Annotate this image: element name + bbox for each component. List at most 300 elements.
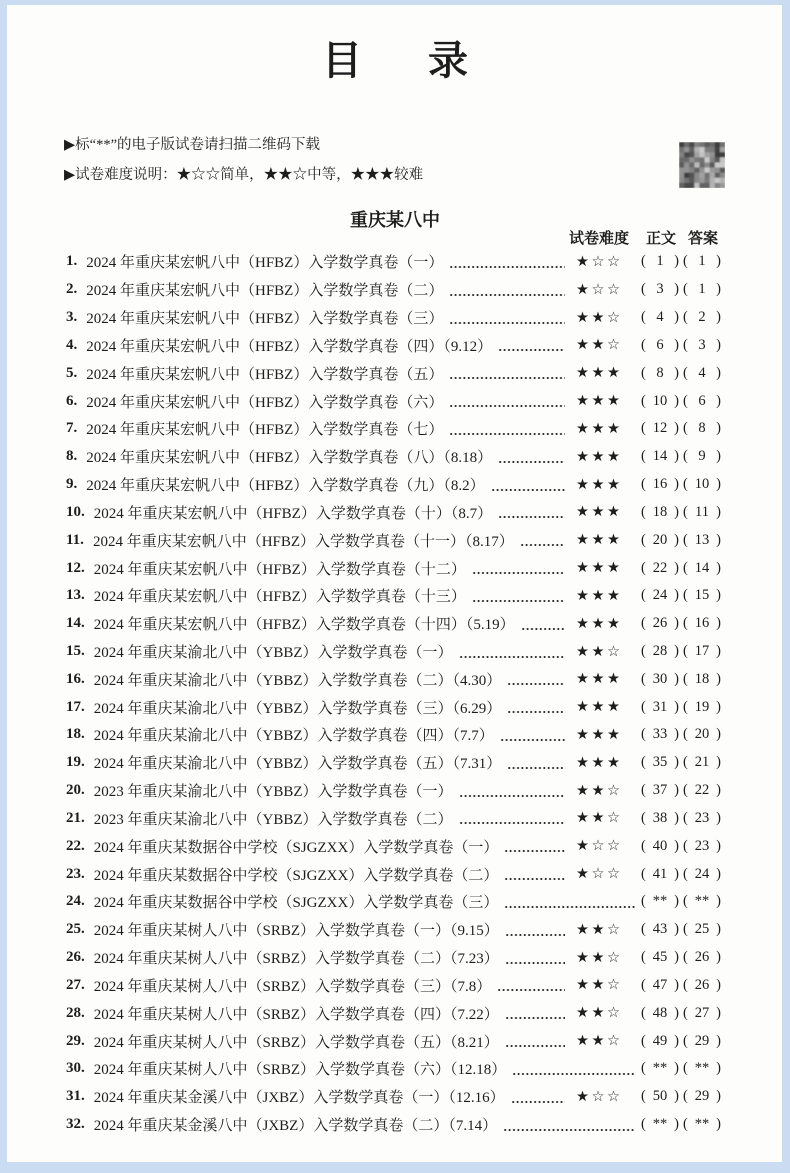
qr-code-icon	[679, 142, 725, 188]
qr-module	[720, 168, 725, 173]
qr-module	[694, 168, 699, 173]
difficulty-stars: ★★★	[576, 504, 623, 521]
qr-module	[689, 147, 694, 152]
entry-title: 2024 年重庆某宏帆八中（HFBZ）入学数学真卷（九）（8.2）	[86, 478, 485, 495]
entry-number: 22.	[66, 837, 85, 854]
qr-module	[705, 147, 710, 152]
toc-entry	[66, 498, 725, 526]
text-page-number: ( 49 )	[641, 1033, 683, 1050]
toc-entry	[66, 665, 725, 693]
toc-entry	[66, 1083, 725, 1111]
qr-module	[710, 142, 715, 147]
difficulty-stars: ★★☆	[576, 977, 623, 994]
qr-module	[705, 162, 710, 167]
page-title: 目录	[322, 38, 534, 83]
answer-page-number: ( 17 )	[683, 643, 725, 660]
entry-number: 7.	[66, 420, 78, 437]
toc-entry	[66, 832, 725, 860]
entry-title: 2024 年重庆某宏帆八中（HFBZ）入学数学真卷（三）	[86, 311, 444, 328]
difficulty-stars: ★☆☆	[576, 281, 623, 298]
qr-module	[679, 178, 684, 183]
toc-entry	[66, 1027, 725, 1055]
toc-entry	[66, 554, 725, 582]
difficulty-stars: ★★☆	[576, 1005, 623, 1022]
toc-entry	[66, 304, 725, 332]
text-page-number: ( 8 )	[641, 365, 683, 382]
text-page-number: ( 33 )	[641, 726, 683, 743]
text-page-number: ( 37 )	[641, 782, 683, 799]
entry-title: 2024 年重庆某宏帆八中（HFBZ）入学数学真卷（十二）	[93, 561, 466, 578]
entry-title: 2024 年重庆某渝北八中（YBBZ）入学数学真卷（四）（7.7）	[93, 728, 494, 745]
difficulty-stars: ★★☆	[576, 949, 623, 966]
qr-module	[689, 173, 694, 178]
text-page-number: ( ** )	[641, 1060, 683, 1077]
qr-module	[710, 157, 715, 162]
section-heading: 重庆某八中	[350, 210, 440, 231]
entry-title: 2024 年重庆某金溪八中（JXBZ）入学数学真卷（一）（12.16）	[93, 1090, 505, 1107]
dot-leader	[503, 1122, 635, 1132]
difficulty-stars: ★★★	[576, 754, 623, 771]
answer-page-number: ( 29 )	[683, 1033, 725, 1050]
qr-module	[715, 157, 720, 162]
entry-title: 2024 年重庆某渝北八中（YBBZ）入学数学真卷（三）（6.29）	[93, 700, 502, 717]
qr-module	[715, 168, 720, 173]
entry-number: 4.	[66, 336, 78, 353]
qr-module	[679, 147, 684, 152]
entry-number: 16.	[66, 670, 85, 687]
qr-module	[705, 152, 710, 157]
dot-leader	[449, 398, 565, 408]
qr-module	[699, 178, 704, 183]
answer-page-number: ( 18 )	[683, 671, 725, 688]
text-page-number: ( 6 )	[641, 337, 683, 354]
entry-number: 15.	[66, 643, 85, 659]
qr-module	[705, 183, 710, 188]
qr-module	[689, 178, 694, 183]
answer-page-number: ( 23 )	[683, 810, 725, 827]
qr-module	[715, 147, 720, 152]
difficulty-stars: ★★☆	[576, 1033, 623, 1050]
answer-page-number: ( 2 )	[683, 309, 725, 326]
text-page-number: ( 20 )	[641, 532, 683, 549]
answer-page-number: ( 23 )	[683, 838, 725, 855]
entry-number: 2.	[66, 281, 78, 298]
qr-module	[679, 162, 684, 167]
answer-page-number: ( 1 )	[683, 281, 725, 298]
entry-number: 20.	[66, 782, 85, 799]
answer-page-number: ( 20 )	[683, 726, 725, 743]
difficulty-stars: ★★★	[576, 560, 623, 577]
entry-title: 2024 年重庆某宏帆八中（HFBZ）入学数学真卷（十一）（8.17）	[92, 533, 514, 550]
difficulty-stars: ★★★	[576, 726, 623, 743]
entry-number: 5.	[66, 364, 78, 381]
entry-number: 32.	[66, 1116, 85, 1133]
qr-module	[694, 173, 699, 178]
toc-entry	[66, 805, 725, 833]
toc-entry	[66, 944, 725, 972]
difficulty-stars: ★☆☆	[576, 253, 623, 270]
qr-module	[720, 142, 725, 147]
dot-leader	[449, 315, 565, 325]
entry-title: 2024 年重庆某渝北八中（YBBZ）入学数学真卷（一）	[93, 645, 453, 661]
entry-title: 2024 年重庆某宏帆八中（HFBZ）入学数学真卷（五）	[86, 366, 444, 383]
qr-module	[684, 152, 689, 157]
entry-title: 2024 年重庆某树人八中（SRBZ）入学数学真卷（二）（7.23）	[93, 951, 499, 968]
toc-entry	[66, 582, 725, 610]
download-note: ▶标“**”的电子版试卷请扫描二维码下载	[64, 137, 321, 153]
answer-page-number: ( 21 )	[683, 754, 725, 771]
entry-number: 10.	[66, 503, 85, 520]
toc-entry	[66, 1055, 725, 1083]
qr-module	[720, 157, 725, 162]
entry-number: 1.	[66, 253, 78, 270]
dot-leader	[449, 426, 565, 436]
text-page-number: ( ** )	[641, 1116, 683, 1133]
qr-module	[684, 147, 689, 152]
qr-module	[720, 178, 725, 183]
qr-module	[679, 173, 684, 178]
difficulty-stars: ★★★	[576, 448, 623, 465]
dot-leader	[498, 509, 565, 519]
entry-title: 2024 年重庆某数据谷中学校（SJGZXX）入学数学真卷（三）	[93, 895, 499, 912]
entry-title: 2024 年重庆某树人八中（SRBZ）入学数学真卷（一）（9.15）	[93, 923, 499, 940]
column-header-text-page: 正文	[646, 229, 677, 247]
entry-number: 27.	[66, 976, 85, 993]
answer-page-number: ( 15 )	[683, 587, 725, 604]
qr-module	[699, 147, 704, 152]
entry-title: 2024 年重庆某渝北八中（YBBZ）入学数学真卷（五）（7.31）	[93, 756, 502, 773]
dot-leader	[507, 676, 565, 686]
answer-page-number: ( 29 )	[683, 1088, 725, 1105]
dot-leader	[504, 899, 635, 909]
difficulty-stars: ★★★	[576, 420, 623, 437]
toc-entry	[66, 359, 725, 387]
toc-list	[66, 248, 725, 1139]
entry-title: 2024 年重庆某树人八中（SRBZ）入学数学真卷（四）（7.22）	[93, 1006, 499, 1023]
answer-page-number: ( 25 )	[683, 921, 725, 938]
qr-module	[715, 142, 720, 147]
text-page-number: ( 31 )	[641, 699, 683, 716]
qr-module	[705, 168, 710, 173]
entry-number: 28.	[66, 1004, 85, 1021]
toc-entry	[66, 999, 725, 1027]
entry-number: 17.	[66, 698, 85, 715]
toc-entry	[66, 415, 725, 443]
qr-module	[679, 168, 684, 173]
qr-module	[684, 162, 689, 167]
qr-module	[689, 157, 694, 162]
difficulty-stars: ★★★	[576, 671, 623, 688]
answer-page-number: ( 11 )	[683, 504, 725, 521]
answer-page-number: ( 8 )	[683, 420, 725, 437]
qr-module	[715, 183, 720, 188]
qr-module	[720, 147, 725, 152]
qr-module	[694, 152, 699, 157]
dot-leader	[500, 732, 565, 742]
text-page-number: ( 41 )	[641, 866, 683, 883]
dot-leader	[505, 1038, 565, 1048]
toc-entry	[66, 916, 725, 944]
entry-title: 2024 年重庆某数据谷中学校（SJGZXX）入学数学真卷（二）	[93, 867, 499, 884]
answer-page-number: ( ** )	[683, 1060, 725, 1077]
dot-leader	[521, 621, 565, 631]
qr-module	[699, 142, 704, 147]
entry-title: 2024 年重庆某数据谷中学校（SJGZXX）入学数学真卷（一）	[93, 839, 499, 856]
qr-module	[689, 168, 694, 173]
qr-module	[679, 142, 684, 147]
answer-page-number: ( 6 )	[683, 393, 725, 410]
answer-page-number: ( 9 )	[683, 448, 725, 465]
entry-title: 2024 年重庆某宏帆八中（HFBZ）入学数学真卷（六）	[86, 394, 444, 411]
difficulty-stars: ★☆☆	[576, 866, 623, 883]
qr-module	[710, 162, 715, 167]
dot-leader	[511, 1094, 565, 1104]
text-page-number: ( 50 )	[641, 1088, 683, 1105]
difficulty-stars: ★★★	[576, 699, 623, 716]
qr-module	[699, 162, 704, 167]
text-page-number: ( 1 )	[641, 253, 683, 270]
qr-module	[710, 178, 715, 183]
qr-module	[679, 183, 684, 188]
entry-title: 2023 年重庆某渝北八中（YBBZ）入学数学真卷（二）	[93, 811, 453, 828]
dot-leader	[472, 593, 565, 603]
entry-title: 2024 年重庆某宏帆八中（HFBZ）入学数学真卷（七）	[86, 422, 444, 439]
qr-module	[684, 183, 689, 188]
qr-module	[710, 147, 715, 152]
text-page-number: ( 40 )	[641, 838, 683, 855]
answer-page-number: ( ** )	[683, 893, 725, 910]
text-page-number: ( 30 )	[641, 671, 683, 688]
qr-module	[710, 152, 715, 157]
text-page-number: ( 12 )	[641, 420, 683, 437]
difficulty-stars: ★★★	[576, 476, 623, 493]
qr-module	[699, 173, 704, 178]
entry-title: 2024 年重庆某宏帆八中（HFBZ）入学数学真卷（八）（8.18）	[86, 450, 493, 467]
qr-module	[720, 152, 725, 157]
entry-number: 12.	[66, 559, 85, 576]
entry-title: 2024 年重庆某宏帆八中（HFBZ）入学数学真卷（十）（8.7）	[93, 505, 493, 522]
entry-title: 2024 年重庆某宏帆八中（HFBZ）入学数学真卷（十三）	[93, 589, 466, 606]
dot-leader	[507, 704, 565, 714]
difficulty-stars: ★☆☆	[576, 1088, 623, 1105]
toc-entry	[66, 443, 725, 471]
entry-title: 2024 年重庆某树人八中（SRBZ）入学数学真卷（三）（7.8）	[93, 978, 492, 995]
entry-number: 11.	[66, 531, 84, 548]
qr-module	[715, 178, 720, 183]
qr-module	[684, 157, 689, 162]
entry-number: 24.	[66, 893, 85, 910]
entry-title: 2024 年重庆某树人八中（SRBZ）入学数学真卷（五）（8.21）	[93, 1034, 499, 1051]
text-page-number: ( 22 )	[641, 560, 683, 577]
qr-module	[710, 183, 715, 188]
entry-title: 2024 年重庆某宏帆八中（HFBZ）入学数学真卷（四）（9.12）	[86, 338, 493, 355]
entry-number: 18.	[66, 726, 85, 743]
qr-module	[684, 173, 689, 178]
column-header-difficulty: 试卷难度	[569, 229, 630, 247]
difficulty-stars: ★★☆	[576, 309, 623, 326]
answer-page-number: ( 27 )	[683, 1005, 725, 1022]
toc-entry	[66, 276, 725, 304]
entry-title: 2024 年重庆某宏帆八中（HFBZ）入学数学真卷（一）	[86, 255, 444, 272]
dot-leader	[520, 537, 565, 547]
text-page-number: ( 14 )	[641, 448, 683, 465]
text-page-number: ( 35 )	[641, 754, 683, 771]
answer-page-number: ( 1 )	[683, 253, 725, 270]
text-page-number: ( 45 )	[641, 949, 683, 966]
entry-number: 8.	[66, 448, 78, 465]
entry-number: 9.	[66, 476, 78, 493]
qr-module	[684, 142, 689, 147]
difficulty-stars: ★☆☆	[576, 838, 623, 855]
answer-page-number: ( ** )	[683, 1116, 725, 1133]
entry-number: 26.	[66, 949, 85, 966]
qr-module	[694, 183, 699, 188]
entry-number: 29.	[66, 1032, 85, 1049]
toc-entry	[66, 638, 725, 666]
text-page-number: ( 28 )	[641, 643, 683, 660]
answer-page-number: ( 16 )	[683, 615, 725, 632]
difficulty-stars: ★★★	[576, 532, 623, 549]
dot-leader	[498, 454, 565, 464]
dot-leader	[505, 1010, 565, 1020]
toc-entry	[66, 777, 725, 805]
toc-entry	[66, 526, 725, 554]
qr-module	[699, 152, 704, 157]
entry-number: 21.	[66, 809, 85, 826]
toc-entry	[66, 860, 725, 888]
text-page-number: ( 4 )	[641, 309, 683, 326]
qr-module	[684, 168, 689, 173]
text-page-number: ( ** )	[641, 893, 683, 910]
text-page-number: ( 3 )	[641, 281, 683, 298]
qr-module	[710, 173, 715, 178]
difficulty-stars: ★★☆	[576, 337, 623, 354]
answer-page-number: ( 26 )	[683, 977, 725, 994]
dot-leader	[449, 259, 565, 269]
answer-page-number: ( 26 )	[683, 949, 725, 966]
dot-leader	[459, 649, 565, 659]
answer-page-number: ( 13 )	[683, 532, 725, 549]
entry-title: 2024 年重庆某树人八中（SRBZ）入学数学真卷（六）（12.18）	[93, 1062, 507, 1079]
qr-module	[715, 162, 720, 167]
difficulty-stars: ★★★	[576, 587, 623, 604]
text-page-number: ( 38 )	[641, 810, 683, 827]
qr-module	[705, 157, 710, 162]
dot-leader	[449, 287, 565, 297]
entry-number: 19.	[66, 754, 85, 771]
answer-page-number: ( 14 )	[683, 560, 725, 577]
dot-leader	[504, 871, 565, 881]
toc-entry	[66, 721, 725, 749]
text-page-number: ( 16 )	[641, 476, 683, 493]
toc-entry	[66, 331, 725, 359]
qr-module	[694, 142, 699, 147]
answer-page-number: ( 22 )	[683, 782, 725, 799]
entry-title: 2024 年重庆某宏帆八中（HFBZ）入学数学真卷（十四）（5.19）	[93, 617, 515, 634]
answer-page-number: ( 4 )	[683, 365, 725, 382]
dot-leader	[491, 482, 565, 492]
column-header-answer-page: 答案	[688, 229, 719, 247]
toc-entry	[66, 749, 725, 777]
qr-module	[689, 162, 694, 167]
entry-number: 25.	[66, 921, 85, 938]
entry-number: 31.	[66, 1088, 85, 1105]
dot-leader	[505, 955, 565, 965]
qr-module	[699, 183, 704, 188]
dot-leader	[472, 565, 565, 575]
toc-entry	[66, 693, 725, 721]
dot-leader	[459, 788, 565, 798]
entry-title: 2024 年重庆某金溪八中（JXBZ）入学数学真卷（二）（7.14）	[93, 1118, 498, 1135]
difficulty-stars: ★★★	[576, 365, 623, 382]
qr-module	[720, 162, 725, 167]
qr-module	[689, 183, 694, 188]
qr-module	[694, 162, 699, 167]
qr-module	[705, 178, 710, 183]
qr-module	[705, 173, 710, 178]
difficulty-stars: ★★★	[576, 393, 623, 410]
dot-leader	[505, 927, 565, 937]
qr-module	[694, 157, 699, 162]
text-page-number: ( 47 )	[641, 977, 683, 994]
dot-leader	[459, 815, 565, 825]
dot-leader	[504, 843, 565, 853]
entry-number: 3.	[66, 309, 78, 326]
entry-number: 13.	[66, 587, 85, 604]
qr-module	[679, 157, 684, 162]
qr-module	[694, 178, 699, 183]
difficulty-stars: ★★☆	[576, 782, 623, 799]
qr-module	[720, 173, 725, 178]
toc-entry	[66, 888, 725, 916]
difficulty-legend: ▶试卷难度说明：★☆☆简单，★★☆中等，★★★较难	[64, 167, 424, 183]
qr-module	[705, 142, 710, 147]
entry-number: 14.	[66, 615, 85, 632]
toc-entry	[66, 387, 725, 415]
entry-number: 23.	[66, 865, 85, 882]
qr-module	[699, 157, 704, 162]
toc-entry	[66, 248, 725, 276]
toc-entry	[66, 972, 725, 1000]
dot-leader	[507, 760, 565, 770]
toc-entry	[66, 610, 725, 638]
qr-module	[679, 152, 684, 157]
qr-module	[694, 147, 699, 152]
answer-page-number: ( 3 )	[683, 337, 725, 354]
qr-module	[689, 152, 694, 157]
entry-number: 6.	[66, 392, 78, 409]
toc-entry	[66, 1111, 725, 1139]
answer-page-number: ( 19 )	[683, 699, 725, 716]
answer-page-number: ( 24 )	[683, 866, 725, 883]
toc-entry	[66, 471, 725, 499]
qr-module	[715, 173, 720, 178]
qr-module	[699, 168, 704, 173]
text-page-number: ( 10 )	[641, 393, 683, 410]
answer-page-number: ( 10 )	[683, 476, 725, 493]
entry-number: 30.	[66, 1060, 85, 1077]
qr-module	[715, 152, 720, 157]
qr-module	[720, 183, 725, 188]
text-page-number: ( 18 )	[641, 504, 683, 521]
text-page-number: ( 43 )	[641, 921, 683, 938]
entry-title: 2024 年重庆某渝北八中（YBBZ）入学数学真卷（二）（4.30）	[93, 672, 502, 689]
qr-module	[710, 168, 715, 173]
difficulty-stars: ★★☆	[576, 921, 623, 938]
entry-title: 2023 年重庆某渝北八中（YBBZ）入学数学真卷（一）	[93, 784, 453, 801]
entry-title: 2024 年重庆某宏帆八中（HFBZ）入学数学真卷（二）	[86, 283, 444, 300]
qr-module	[689, 142, 694, 147]
